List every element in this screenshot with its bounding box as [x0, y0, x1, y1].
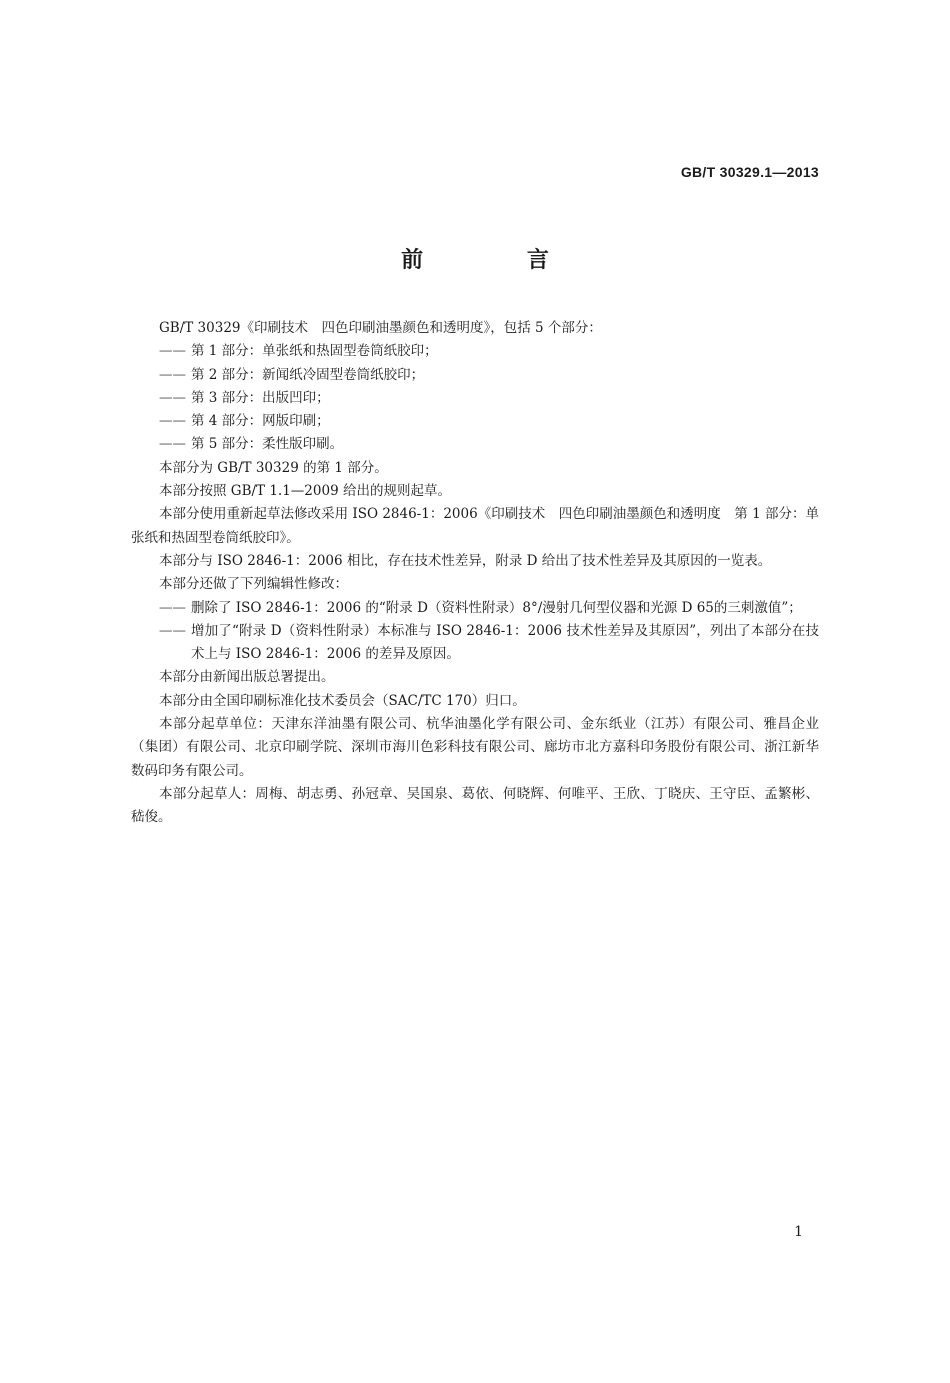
standard-code: GB/T 30329.1—2013 — [680, 164, 819, 180]
list-dash: —— — [159, 389, 186, 406]
intro-paragraph: GB/T 30329《印刷技术 四色印刷油墨颜色和透明度》，包括 5 个部分： — [159, 320, 602, 336]
page-number: 1 — [794, 1224, 803, 1240]
list-item — [131, 410, 819, 433]
list-item — [131, 433, 819, 456]
list-item — [131, 597, 819, 620]
list-dash: —— — [159, 413, 186, 430]
list-dash: —— — [159, 343, 186, 360]
adoption-paragraph: 本部分使用重新起草法修改采用 ISO 2846-1：2006《印刷技术 四色印刷油墨颜色和透明度 第 1 部分：单张纸和热固型卷筒纸胶印》。 — [131, 506, 819, 546]
list-item — [131, 387, 819, 410]
list-item-text: 第 4 部分：网版印刷； — [191, 413, 330, 430]
list-dash: —— — [159, 436, 186, 453]
page-title: 前 言 — [401, 248, 597, 273]
part-of-paragraph: 本部分为 GB/T 30329 的第 1 部分。 — [159, 459, 388, 476]
list-dash: —— — [159, 599, 186, 616]
list-item-text: 第 3 部分：出版凹印； — [191, 389, 330, 406]
drafters-paragraph: 本部分起草人：周梅、胡志勇、孙冠章、吴国泉、葛依、何晓辉、何唯平、王欣、丁晓庆、王守臣、孟繁彬、嵇俊。 — [131, 785, 819, 826]
list-item — [131, 340, 819, 363]
list-dash: —— — [159, 622, 186, 639]
foreword-body — [131, 317, 819, 830]
list-item-text: 第 1 部分：单张纸和热固型卷筒纸胶印； — [191, 343, 438, 360]
difference-paragraph: 本部分与 ISO 2846-1：2006 相比，存在技术性差异，附录 D 给出了技术性差异及其原因的一览表。 — [159, 552, 772, 569]
list-item-text: 第 5 部分：柔性版印刷。 — [191, 436, 344, 453]
proposed-paragraph: 本部分由新闻出版总署提出。 — [159, 669, 335, 686]
list-item-text: 第 2 部分：新闻纸冷固型卷筒纸胶印； — [191, 366, 425, 383]
centralized-paragraph: 本部分由全国印刷标准化技术委员会（SAC/TC 170）归口。 — [159, 692, 526, 709]
editorial-paragraph: 本部分还做了下列编辑性修改： — [159, 576, 348, 593]
rules-paragraph: 本部分按照 GB/T 1.1—2009 给出的规则起草。 — [159, 483, 451, 500]
list-item-text: 删除了 ISO 2846-1：2006 的“附录 D（资料性附录）8°/漫射几何型仪器和光源 D 65的三刺激值”； — [191, 599, 802, 616]
drafting-units-paragraph: 本部分起草单位：天津东洋油墨有限公司、杭华油墨化学有限公司、金东纸业（江苏）有限公司、雅昌企业（集团）有限公司、北京印刷学院、深圳市海川色彩科技有限公司、廊坊市北方嘉科印务股份有限公司、浙江新华数码印务有限公司。 — [131, 716, 819, 779]
list-item — [131, 364, 819, 387]
list-dash: —— — [159, 366, 186, 383]
list-item — [131, 620, 819, 667]
list-item-text: 增加了“附录 D（资料性附录）本标准与 ISO 2846-1：2006 技术性差异及其原因”，列出了本部分在技术上与 ISO 2846-1：2006 的差异及原因。 — [191, 622, 819, 663]
